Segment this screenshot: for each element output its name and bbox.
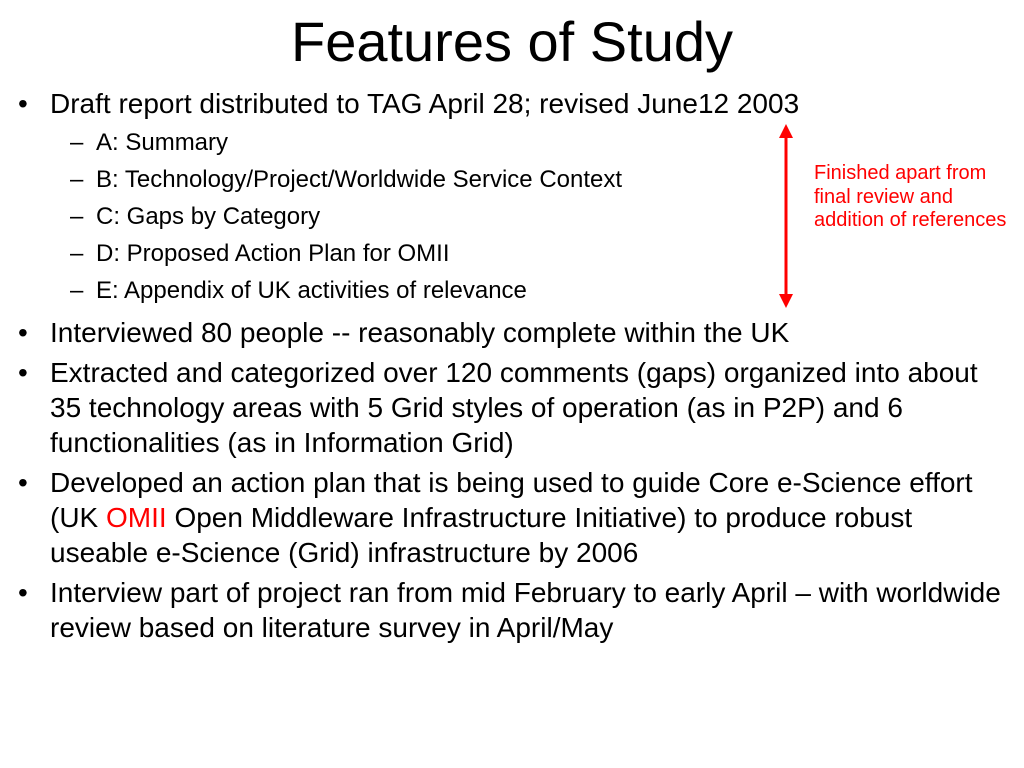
dash-marker: – xyxy=(70,203,84,230)
sub-bullet-text: C: Gaps by Category xyxy=(96,203,321,230)
dash-marker: – xyxy=(70,166,84,193)
bullet-item xyxy=(18,575,1008,645)
bullet-marker: • xyxy=(18,88,28,119)
sub-bullet-text: A: Summary xyxy=(96,129,229,156)
bullet-marker: • xyxy=(18,577,28,608)
sub-bullet-text: D: Proposed Action Plan for OMII xyxy=(96,240,450,267)
bullet-text-part: Developed an action plan that is being used to guide Core e-Science effort (UK xyxy=(50,467,973,533)
sub-bullet-item xyxy=(50,235,1008,272)
sub-bullet-item xyxy=(50,272,1008,309)
bullet-item xyxy=(18,315,1008,350)
bullet-item xyxy=(18,355,1008,460)
dash-marker: – xyxy=(70,277,84,304)
slide-title: Features of Study xyxy=(290,10,733,73)
dash-marker: – xyxy=(70,240,84,267)
sub-bullet-item xyxy=(50,124,1008,161)
side-note: Finished apart from final review and addition of references xyxy=(814,162,1007,231)
double-arrow-icon xyxy=(776,124,796,308)
bullet-text-part: Open Middleware Infrastructure Initiative) to produce robust useable e-Science (Grid) infrastructure by 2006 xyxy=(50,502,913,568)
bullet-item xyxy=(18,465,1008,570)
sub-bullet-text: E: Appendix of UK activities of relevance xyxy=(96,277,527,304)
bullet-marker: • xyxy=(18,317,28,348)
omii-highlight: OMII xyxy=(106,502,167,533)
bullet-marker: • xyxy=(18,357,28,388)
arrow-head-down xyxy=(779,294,793,308)
sub-bullet-text: B: Technology/Project/Worldwide Service Context xyxy=(96,166,623,193)
bullet-text: Interviewed 80 people -- reasonably complete within the UK xyxy=(50,317,790,348)
bullet-text: Draft report distributed to TAG April 28; revised June12 2003 xyxy=(50,88,800,119)
arrow-head-up xyxy=(779,124,793,138)
bullet-text: Extracted and categorized over 120 comments (gaps) organized into about 35 technology areas with 5 Grid styles of operation (as in P2P) and 6 functionalities (as in Information Grid) xyxy=(50,357,978,458)
dash-marker: – xyxy=(70,129,84,156)
bullet-marker: • xyxy=(18,467,28,498)
bullet-text: Interview part of project ran from mid February to early April – with worldwide review based on literature survey in April/May xyxy=(50,577,1001,643)
